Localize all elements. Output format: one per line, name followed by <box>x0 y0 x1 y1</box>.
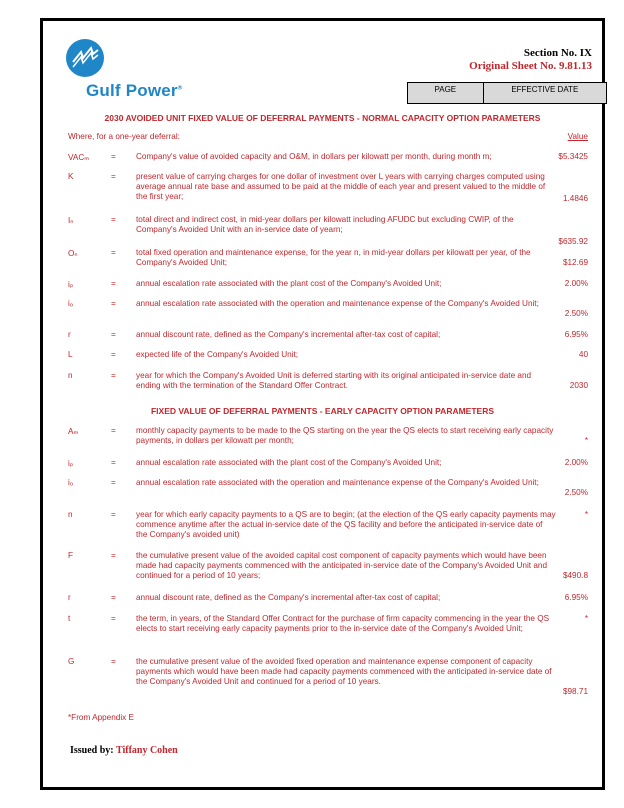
parameter-equals: = <box>111 152 116 161</box>
parameter-equals: = <box>111 426 116 435</box>
parameter-value: $490.8 <box>562 571 588 580</box>
parameter-symbol: L <box>68 350 73 359</box>
parameter-value: 40 <box>578 350 588 359</box>
parameter-description: annual escalation rate associated with the plant cost of the Company's Avoided Unit; <box>136 458 442 467</box>
company-logo <box>65 38 225 114</box>
parameter-equals: = <box>111 299 116 308</box>
parameter-symbol: G <box>68 657 75 666</box>
value-column-header: Value <box>567 132 588 141</box>
where-text: Where, for a one-year deferral: <box>68 132 180 141</box>
parameter-equals: = <box>111 371 116 380</box>
parameter-value: $98.71 <box>562 687 588 696</box>
parameter-equals: = <box>111 478 116 487</box>
footnote: *From Appendix E <box>68 713 134 722</box>
parameter-equals: = <box>111 551 116 560</box>
parameter-description: total fixed operation and maintenance expense, for the year n, in mid-year dollars per kilowatt per year, of the Company's Avoided Unit; <box>136 248 531 267</box>
parameter-description: annual escalation rate associated with the operation and maintenance expense of the Company's Avoided Unit; <box>136 299 539 308</box>
parameter-value: $5.3425 <box>558 152 588 161</box>
page-effective-date-table <box>407 82 607 104</box>
parameter-equals: = <box>111 614 116 623</box>
parameter-description: annual discount rate, defined as the Company's incremental after-tax cost of capital; <box>136 330 441 339</box>
parameter-equals: = <box>111 248 116 257</box>
parameter-equals: = <box>111 172 116 181</box>
parameter-value: 2.50% <box>564 309 588 318</box>
parameter-equals: = <box>111 657 116 666</box>
parameter-value: 2.50% <box>564 488 588 497</box>
parameter-value: * <box>584 436 588 445</box>
section-number: Section No. IX <box>523 47 592 59</box>
parameter-symbol: iₒ <box>68 299 73 308</box>
parameter-equals: = <box>111 350 116 359</box>
parameter-symbol: iₚ <box>68 459 74 468</box>
parameter-symbol: iₚ <box>68 280 74 289</box>
parameter-value: * <box>584 510 588 519</box>
effective-date-header-cell: EFFECTIVE DATE <box>483 83 606 104</box>
parameter-value: $635.92 <box>558 237 588 246</box>
original-sheet-number: Original Sheet No. 9.81.13 <box>469 60 592 72</box>
parameter-description: present value of carrying charges for one dollar of investment over L years with carrying charges computed using average annual rate base and assumed to be paid at the middle of each year and present valued to the middle of the first year; <box>136 172 546 201</box>
parameter-value: * <box>584 614 588 623</box>
parameter-symbol: F <box>68 551 74 560</box>
parameter-description: the term, in years, of the Standard Offer Contract for the purchase of firm capacity commencing in the year the QS elects to start receiving early capacity payments prior to the in-service date of the Company's Avoided Unit; <box>136 614 550 633</box>
parameter-symbol: n <box>68 371 73 380</box>
parameter-symbol: K <box>68 172 74 181</box>
document-page <box>40 18 605 790</box>
parameter-equals: = <box>111 279 116 288</box>
issued-by-name: Tiffany Cohen <box>115 745 178 756</box>
parameter-equals: = <box>111 510 116 519</box>
parameter-symbol: t <box>68 614 71 623</box>
logo-mark-icon <box>65 38 105 78</box>
issued-by <box>70 745 178 756</box>
parameter-value: 2.00% <box>564 279 588 288</box>
parameter-description: monthly capacity payments to be made to the QS starting on the year the QS elects to start receiving early capacity payments, in dollars per kilowatt per month; <box>136 426 554 445</box>
parameter-value: 6.95% <box>564 330 588 339</box>
parameter-description: expected life of the Company's Avoided Unit; <box>136 350 299 359</box>
parameter-description: total direct and indirect cost, in mid-year dollars per kilowatt including AFUDC but excluding CWIP, of the Company's Avoided Unit with an in-service date of yearn; <box>136 215 514 234</box>
parameter-symbol: r <box>68 593 71 602</box>
parameter-symbol: iₒ <box>68 478 73 487</box>
parameter-description: year for which early capacity payments to a QS are to begin; (at the election of the QS early capacity payments may commence anytime after the actual in-service date of the QS facility and before the anticipated in-service date of the Company's avoided unit) <box>136 510 556 539</box>
parameter-symbol: r <box>68 330 71 339</box>
issued-by-label: Issued by: <box>70 745 114 756</box>
parameter-equals: = <box>111 215 116 224</box>
early-option-title: FIXED VALUE OF DEFERRAL PAYMENTS - EARLY CAPACITY OPTION PARAMETERS <box>150 406 495 416</box>
parameter-value: 6.95% <box>564 593 588 602</box>
logo-wordmark: Gulf Power® <box>86 81 183 100</box>
parameter-value: $12.69 <box>562 258 588 267</box>
parameter-symbol: Iₙ <box>68 216 74 225</box>
parameter-symbol: n <box>68 510 73 519</box>
parameter-description: annual discount rate, defined as the Company's incremental after-tax cost of capital; <box>136 593 441 602</box>
parameter-value: 1.4846 <box>562 194 588 203</box>
parameter-description: year for which the Company's Avoided Unit is deferred starting with its original anticipated in-service date and ending with the termination of the Standard Offer Contract. <box>136 371 532 390</box>
parameter-equals: = <box>111 593 116 602</box>
normal-option-title: 2030 AVOIDED UNIT FIXED VALUE OF DEFERRAL PAYMENTS - NORMAL CAPACITY OPTION PARAMETERS <box>104 113 541 123</box>
parameter-description: annual escalation rate associated with the operation and maintenance expense of the Company's Avoided Unit; <box>136 478 539 487</box>
parameter-value: 2030 <box>569 381 588 390</box>
parameter-equals: = <box>111 458 116 467</box>
parameter-value: 2.00% <box>564 458 588 467</box>
page-header-cell: PAGE <box>408 83 484 104</box>
parameter-symbol: VACₘ <box>68 153 90 162</box>
parameter-equals: = <box>111 330 116 339</box>
parameter-description: the cumulative present value of the avoided fixed operation and maintenance expense component of capacity payments which would have been made had capacity payments commenced with the anticipated in-service date of the Company's Avoided Unit and continued for a period of 10 years. <box>136 657 552 686</box>
parameter-description: Company's value of avoided capacity and O&M, in dollars per kilowatt per month, during month m; <box>136 152 492 161</box>
parameter-description: the cumulative present value of the avoided capital cost component of capacity payments which would have been made had capacity payments commenced with the anticipated in-service date of the Company's Avoided Unit and continued for a period of 10 years; <box>136 551 548 580</box>
parameter-symbol: Oₙ <box>68 249 78 258</box>
parameter-symbol: Aₘ <box>68 427 79 436</box>
parameter-description: annual escalation rate associated with the plant cost of the Company's Avoided Unit; <box>136 279 442 288</box>
